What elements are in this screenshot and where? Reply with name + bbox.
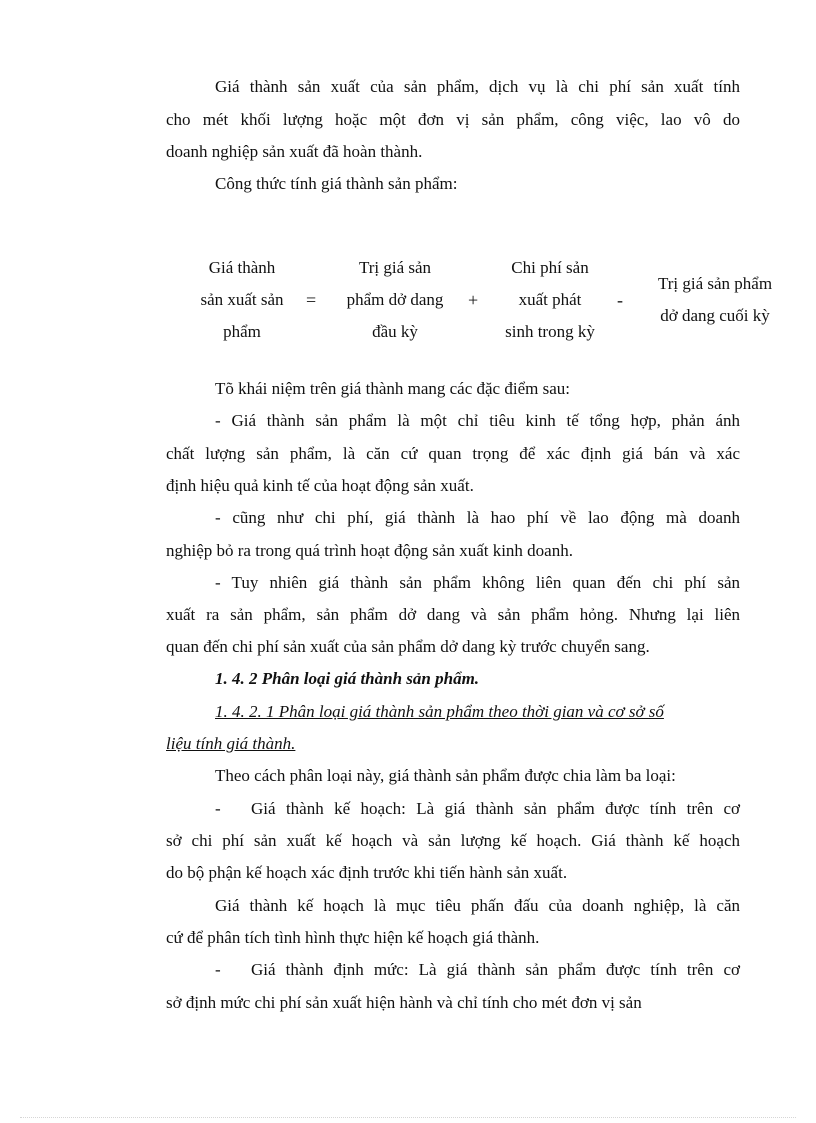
norm-cost-line-2: sở định mức chi phí sản xuất hiện hành và chỉ tính cho mét đơn vị sản (166, 993, 642, 1012)
intro-line-1: Giá thành sản xuất của sản phẩm, dịch vụ là chi phí sản xuất tính (215, 77, 740, 96)
formula-term-cost (186, 252, 298, 348)
norm-cost-line-1: Giá thành định mức: Là giá thành sản phẩm được tính trên cơ (251, 960, 740, 979)
intro-line-2: cho mét khối lượng hoặc một đơn vị sản phẩm, công việc, lao vô do (166, 110, 740, 129)
formula-term-cost-line: sản xuất sản (200, 290, 284, 309)
formula-intro: Công thức tính giá thành sản phẩm: (215, 174, 458, 193)
formula-term-closing-line: Trị giá sản phẩm (657, 274, 773, 293)
feature-1-line-1: - Giá thành sản phẩm là một chỉ tiêu kinh tế tổng hợp, phản ánh (215, 411, 740, 430)
plan-cost-note-line-1: Giá thành kế hoạch là mục tiêu phấn đấu của doanh nghiệp, là căn (215, 896, 740, 915)
plan-cost-line-1: Giá thành kế hoạch: Là giá thành sản phẩm được tính trên cơ (251, 799, 740, 818)
feature-2-line-2: nghiệp bỏ ra trong quá trình hoạt động sản xuất kinh doanh. (166, 541, 573, 560)
formula-term-period-cost (492, 252, 608, 348)
plan-cost-line-2: sở chi phí sản xuất kế hoạch và sản lượng kế hoạch. Giá thành kế hoạch (166, 831, 740, 850)
formula-term-opening-wip (332, 252, 458, 348)
feature-3-line-1: - Tuy nhiên giá thành sản phẩm không liên quan đến chi phí sản (215, 573, 740, 592)
feature-1-line-2: chất lượng sản phẩm, là căn cứ quan trọng để xác định giá bán và xác (166, 444, 740, 463)
formula-term-cost-line: Giá thành (208, 258, 276, 277)
intro-line-3: doanh nghiệp sản xuất đã hoàn thành. (166, 142, 423, 161)
formula-term-period-line: Chi phí sản (511, 258, 589, 277)
features-intro: Tõ khái niệm trên giá thành mang các đặc điểm sau: (215, 379, 570, 398)
feature-1-line-3: định hiệu quả kinh tế của hoạt động sản xuất. (166, 476, 474, 495)
feature-3-line-2: xuất ra sản phẩm, sản phẩm dở dang và sản phẩm hỏng. Nhưng lại liên (166, 605, 740, 624)
formula-plus: + (468, 290, 479, 310)
section-heading: 1. 4. 2 Phân loại giá thành sản phẩm. (215, 669, 480, 688)
classification-intro: Theo cách phân loại này, giá thành sản phẩm được chia làm ba loại: (215, 766, 676, 785)
formula-term-opening-line: phẩm dở dang (346, 290, 444, 309)
formula-term-closing-wip (640, 268, 790, 332)
formula-term-opening-line: Trị giá sản (358, 258, 432, 277)
plan-cost-note-line-2: cứ để phân tích tình hình thực hiện kế hoạch giá thành. (166, 928, 540, 947)
page-bottom-rule (20, 1117, 796, 1118)
formula-term-period-line: sinh trong kỳ (505, 322, 595, 341)
bullet-dash: - (215, 799, 221, 818)
formula-minus: - (617, 290, 623, 310)
subsection-heading-line-2: liệu tính giá thành. (166, 734, 296, 753)
bullet-dash: - (215, 960, 221, 979)
formula-term-cost-line: phẩm (223, 322, 261, 341)
feature-2-line-1: - cũng như chi phí, giá thành là hao phí về lao động mà doanh (215, 508, 740, 527)
feature-3-line-3: quan đến chi phí sản xuất của sản phẩm dở dang kỳ trước chuyển sang. (166, 637, 650, 656)
formula-term-closing-line: dở dang cuối kỳ (660, 306, 770, 325)
plan-cost-line-3: do bộ phận kế hoạch xác định trước khi tiến hành sản xuất. (166, 863, 568, 882)
formula-equals: = (306, 290, 317, 310)
formula-term-period-line: xuất phát (518, 290, 582, 309)
formula-term-opening-line: đầu kỳ (372, 322, 418, 341)
subsection-heading-line-1: 1. 4. 2. 1 Phân loại giá thành sản phẩm theo thời gian và cơ sở số (215, 702, 664, 721)
